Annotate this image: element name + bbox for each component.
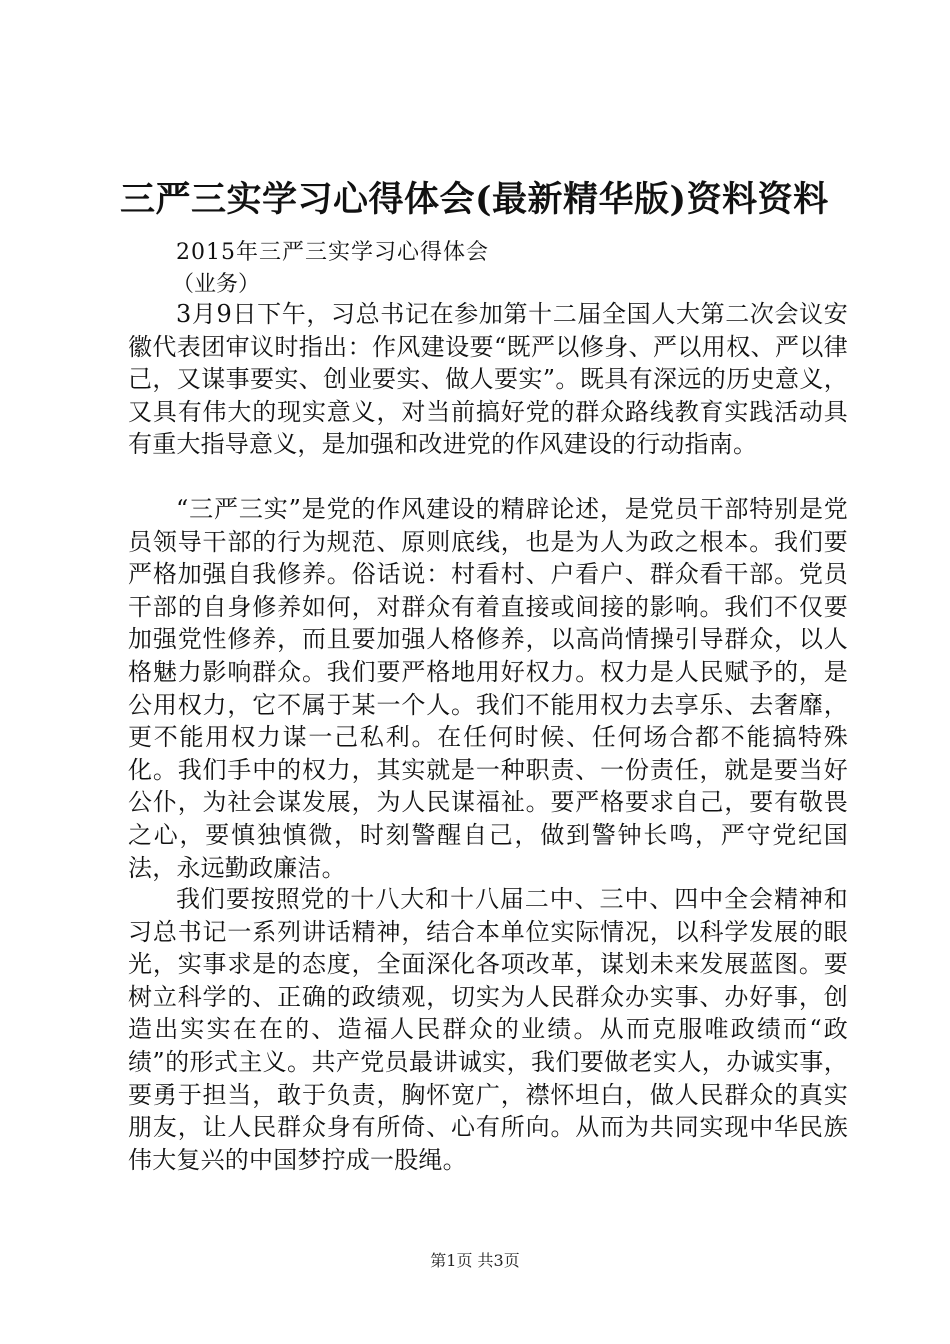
document-title: 三严三实学习心得体会(最新精华版)资料资料 [120,179,829,220]
document-department-label: （业务） [172,272,261,297]
page-number-footer: 第1页 共3页 [430,1251,520,1270]
body-paragraph-1: 3月9日下午，习总书记在参加第十二届全国人大第二次会议安徽代表团审议时指出：作风建设要“既严以修身、严以用权、严以律己，又谋事要实、创业要实、做人要实”。既具有深远的历史意义，又具有伟大的现实意义，对当前搞好党的群众路线教育实践活动具有重大指导意义，是加强和改进党的作风建设的行动指南。 [128,300,848,459]
document-subtitle: 2015年三严三实学习心得体会 [176,240,489,265]
body-paragraph-3: 我们要按照党的十八大和十八届二中、三中、四中全会精神和习总书记一系列讲话精神，结合本单位实际情况，以科学发展的眼光，实事求是的态度，全面深化各项改革，谋划未来发展蓝图。要树立科学的、正确的政绩观，切实为人民群众办实事、办好事，创造出实实在在的、造福人民群众的业绩。从而克服唯政绩而“政绩”的形式主义。共产党员最讲诚实，我们要做老实人，办诚实事，要勇于担当，敢于负责，胸怀宽广，襟怀坦白，做人民群众的真实朋友，让人民群众身有所倚、心有所向。从而为共同实现中华民族伟大复兴的中国梦拧成一股绳。 [128,885,848,1174]
body-paragraph-2: “三严三实”是党的作风建设的精辟论述，是党员干部特别是党员领导干部的行为规范、原则底线，也是为人为政之根本。我们要严格加强自我修养。俗话说：村看村、户看户、群众看干部。党员干部的自身修养如何，对群众有着直接或间接的影响。我们不仅要加强党性修养，而且要加强人格修养，以高尚情操引导群众，以人格魅力影响群众。我们要严格地用好权力。权力是人民赋予的，是公用权力，它不属于某一个人。我们不能用权力去享乐、去奢靡，更不能用权力谋一己私利。在任何时候、任何场合都不能搞特殊化。我们手中的权力，其实就是一种职责、一份责任，就是要当好公仆，为社会谋发展，为人民谋福祉。要严格要求自己，要有敬畏之心，要慎独慎微，时刻警醒自己，做到警钟长鸣，严守党纪国法，永远勤政廉洁。 [128,495,848,882]
